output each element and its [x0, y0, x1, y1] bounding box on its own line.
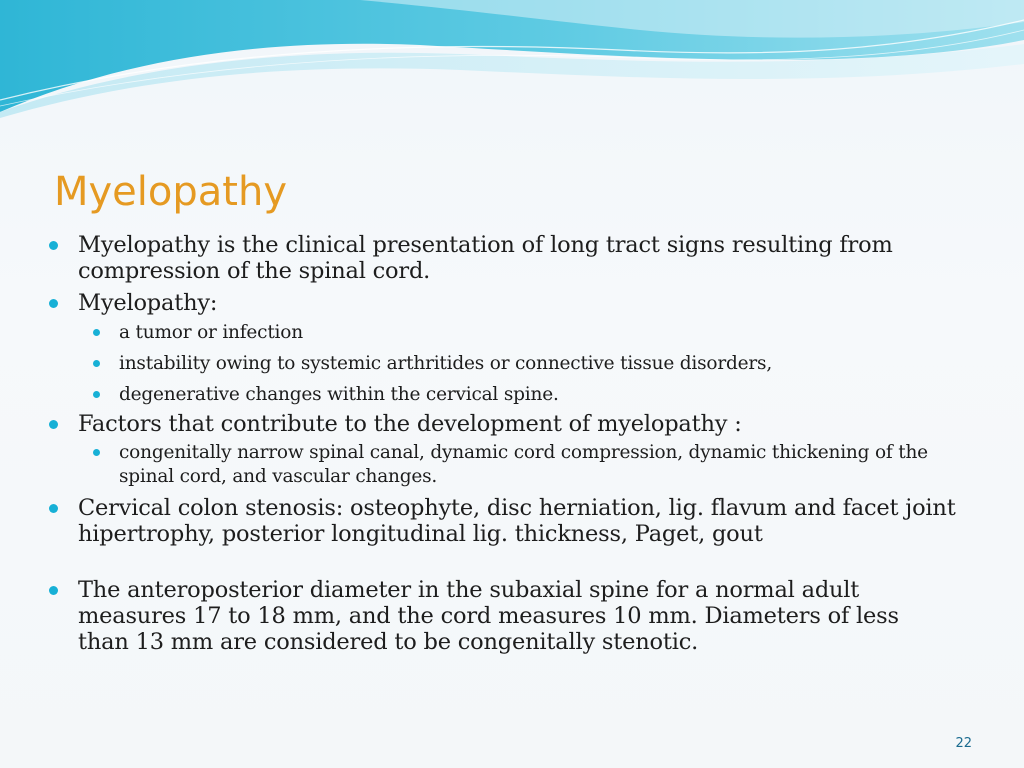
- sub-bullet-item: [46, 441, 956, 489]
- bullet-dot-icon: [49, 241, 58, 250]
- sub-bullet-item: [46, 383, 956, 407]
- bullet-item: [46, 232, 956, 284]
- bullet-dot-icon: [49, 586, 58, 595]
- page-number: 22: [955, 736, 972, 751]
- sub-bullet-text: degenerative changes within the cervical spine.: [119, 384, 559, 405]
- bullet-dot-icon: [49, 299, 58, 308]
- sub-bullet-text: congenitally narrow spinal canal, dynamic cord compression, dynamic thickening of the spinal cord, and vascular changes.: [119, 442, 928, 487]
- sub-bullet-item: [46, 321, 956, 345]
- bullet-dot-icon: [49, 420, 58, 429]
- sub-bullet-dot-icon: [93, 449, 100, 456]
- sub-bullet-dot-icon: [93, 391, 100, 398]
- bullet-text: Myelopathy:: [78, 290, 218, 316]
- bullet-dot-icon: [49, 504, 58, 513]
- sub-bullet-text: a tumor or infection: [119, 322, 303, 343]
- bullet-item: [46, 411, 956, 437]
- bullet-item: [46, 577, 956, 655]
- bullet-text: The anteroposterior diameter in the subaxial spine for a normal adult measures 17 to 18 mm, and the cord measures 10 mm. Diameters of less than 13 mm are considered to be congenitally stenotic.: [78, 577, 899, 655]
- bullet-item: [46, 290, 956, 316]
- slide-title: Myelopathy: [54, 169, 287, 215]
- bullet-text: Myelopathy is the clinical presentation of long tract signs resulting from compression of the spinal cord.: [78, 232, 893, 284]
- sub-bullet-text: instability owing to systemic arthritides or connective tissue disorders,: [119, 353, 773, 374]
- bullet-text: Factors that contribute to the development of myelopathy :: [78, 411, 742, 437]
- decorative-wave-header: [0, 0, 1024, 130]
- bullet-item: [46, 495, 956, 547]
- sub-bullet-dot-icon: [93, 329, 100, 336]
- slide-body: [46, 232, 956, 655]
- bullet-text: Cervical colon stenosis: osteophyte, disc herniation, lig. flavum and facet joint hipertrophy, posterior longitudinal lig. thickness, Paget, gout: [78, 495, 956, 547]
- sub-bullet-dot-icon: [93, 360, 100, 367]
- sub-bullet-item: [46, 352, 956, 376]
